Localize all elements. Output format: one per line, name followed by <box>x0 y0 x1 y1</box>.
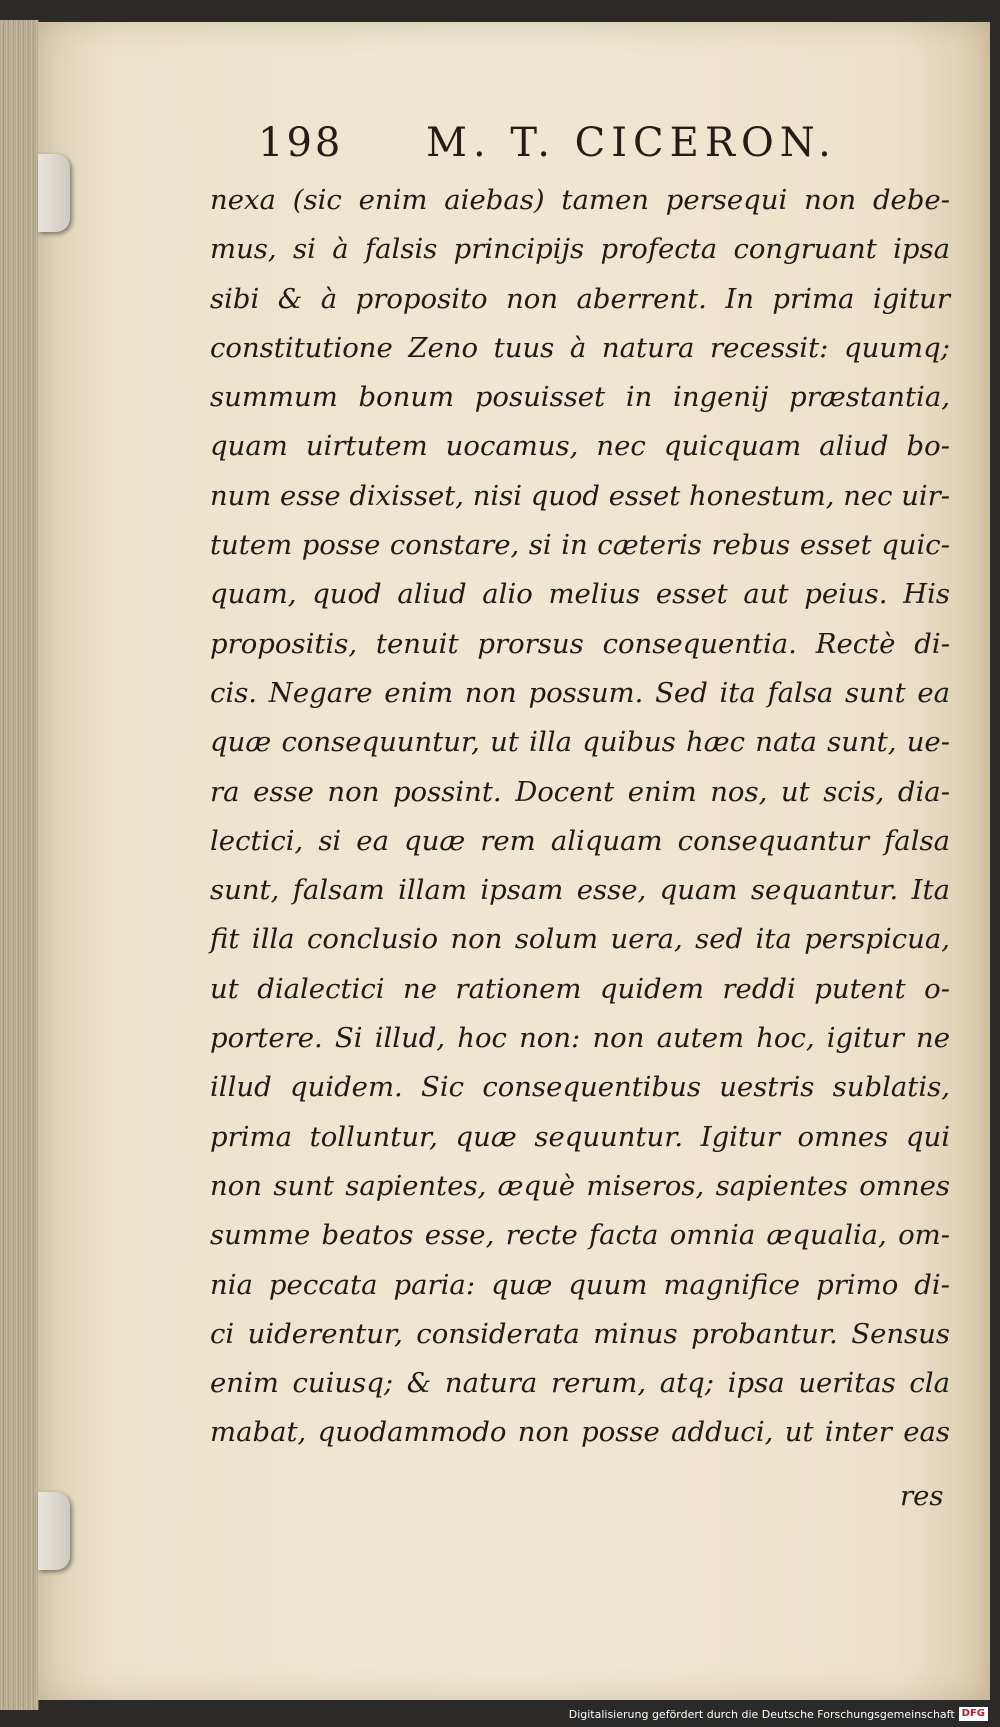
digitization-credit <box>569 1705 988 1723</box>
text-line: quam, quod aliud alio melius esset aut peius. His <box>210 578 950 611</box>
text-line: illud quidem. Sic consequentibus uestris sublatis, <box>210 1071 950 1104</box>
text-line: prima tolluntur, quæ sequuntur. Igitur omnes qui <box>210 1120 950 1153</box>
book-block-edge <box>0 20 39 1710</box>
catchword: res <box>900 1480 944 1512</box>
text-line: quam uirtutem uocamus, nec quicquam aliud bo- <box>210 430 950 463</box>
folio-number: 198 <box>258 120 344 166</box>
text-line: mus, si à falsis principijs profecta congruant ipsa <box>210 233 950 266</box>
text-line: quæ consequuntur, ut illa quibus hæc nata sunt, ue- <box>210 726 950 759</box>
text-line: non sunt sapientes, æquè miseros, sapientes omnes <box>210 1169 950 1202</box>
page-clip-bottom <box>38 1492 70 1570</box>
text-line: fit illa conclusio non solum uera, sed ita perspicua, <box>210 923 950 956</box>
text-line: nia peccata paria: quæ quum magnifice primo di- <box>210 1268 950 1301</box>
text-line: sibi & à proposito non aberrent. In prima igitur <box>210 282 950 315</box>
text-line: propositis, tenuit prorsus consequentia. Rectè di- <box>210 627 950 660</box>
credit-text: Digitalisierung gefördert durch die Deutsche Forschungsgemeinschaft <box>568 1707 955 1721</box>
running-head: M. T. CICERON. <box>426 120 837 166</box>
text-line: lectici, si ea quæ rem aliquam consequantur falsa <box>210 824 950 857</box>
text-line: nexa (sic enim aiebas) tamen persequi non debe- <box>210 184 950 216</box>
text-line: num esse dixisset, nisi quod esset honestum, nec uir- <box>210 480 950 512</box>
text-line: enim cuiusq; & natura rerum, atq; ipsa ueritas cla <box>210 1367 950 1400</box>
page-header <box>258 120 858 176</box>
dfg-logo: DFG <box>959 1707 988 1721</box>
text-line: cis. Negare enim non possum. Sed ita falsa sunt ea <box>210 676 950 709</box>
page-clip-top <box>38 154 70 232</box>
text-line: constitutione Zeno tuus à natura recessit: quumq; <box>210 331 950 364</box>
text-line: summum bonum posuisset in ingenij præstantia, <box>210 381 950 414</box>
text-line: tutem posse constare, si in cæteris rebus esset quic- <box>210 529 950 562</box>
text-line: ut dialectici ne rationem quidem reddi putent o- <box>210 972 950 1005</box>
text-line: ra esse non possint. Docent enim nos, ut scis, dia- <box>210 775 950 808</box>
body-text <box>210 176 950 1458</box>
text-line: summe beatos esse, recte facta omnia æqualia, om- <box>210 1219 950 1252</box>
text-line: sunt, falsam illam ipsam esse, quam sequantur. Ita <box>210 874 950 907</box>
text-line: ci uiderentur, considerata minus probantur. Sensus <box>210 1317 950 1350</box>
text-line: portere. Si illud, hoc non: non autem hoc, igitur ne <box>210 1022 950 1055</box>
text-line: mabat, quodammodo non posse adduci, ut inter eas <box>210 1416 950 1449</box>
